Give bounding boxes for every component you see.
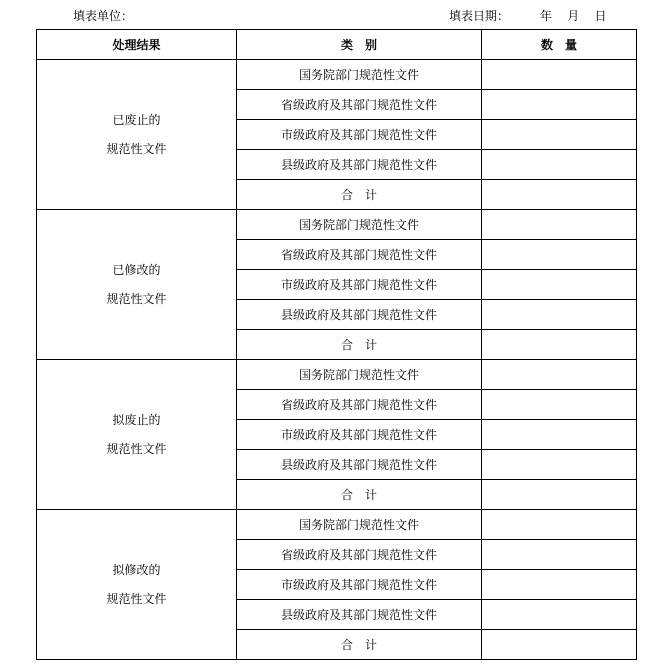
quantity-cell[interactable] (482, 90, 637, 120)
result-group-line2: 规范性文件 (106, 291, 167, 306)
column-header-category: 类 别 (237, 30, 482, 60)
quantity-cell[interactable] (482, 390, 637, 420)
result-group-cell (37, 360, 237, 510)
result-group-line1: 已废止的 (112, 112, 161, 127)
fill-date-ymd: 年 月 日 (540, 9, 607, 23)
quantity-cell[interactable] (482, 510, 637, 540)
quantity-cell[interactable] (482, 120, 637, 150)
fill-unit-label: 填表单位： (73, 9, 134, 23)
quantity-cell[interactable] (482, 180, 637, 210)
quantity-cell[interactable] (482, 210, 637, 240)
table-row (37, 210, 637, 240)
category-total-cell: 合 计 (237, 480, 482, 510)
category-cell: 省级政府及其部门规范性文件 (237, 90, 482, 120)
table-row (37, 360, 637, 390)
table-header-row (37, 30, 637, 60)
quantity-cell[interactable] (482, 240, 637, 270)
result-group-line1: 已修改的 (112, 262, 161, 277)
quantity-cell[interactable] (482, 450, 637, 480)
category-total-cell: 合 计 (237, 330, 482, 360)
category-cell: 市级政府及其部门规范性文件 (237, 270, 482, 300)
result-group-line1: 拟修改的 (112, 562, 161, 577)
category-total-cell: 合 计 (237, 630, 482, 660)
category-cell: 国务院部门规范性文件 (237, 360, 482, 390)
quantity-cell[interactable] (482, 270, 637, 300)
quantity-cell[interactable] (482, 540, 637, 570)
category-cell: 县级政府及其部门规范性文件 (237, 450, 482, 480)
column-header-result: 处理结果 (37, 30, 237, 60)
table-row (37, 60, 637, 90)
result-group-line2: 规范性文件 (106, 441, 167, 456)
quantity-cell[interactable] (482, 330, 637, 360)
category-cell: 市级政府及其部门规范性文件 (237, 570, 482, 600)
category-cell: 市级政府及其部门规范性文件 (237, 420, 482, 450)
category-cell: 县级政府及其部门规范性文件 (237, 150, 482, 180)
category-total-cell: 合 计 (237, 180, 482, 210)
result-group-line1: 拟废止的 (112, 412, 161, 427)
category-cell: 县级政府及其部门规范性文件 (237, 300, 482, 330)
quantity-cell[interactable] (482, 630, 637, 660)
result-group-cell (37, 510, 237, 660)
category-cell: 国务院部门规范性文件 (237, 60, 482, 90)
table-body (37, 60, 637, 660)
quantity-cell[interactable] (482, 420, 637, 450)
statistics-table (36, 29, 637, 660)
quantity-cell[interactable] (482, 150, 637, 180)
category-cell: 县级政府及其部门规范性文件 (237, 600, 482, 630)
result-group-line2: 规范性文件 (106, 591, 167, 606)
column-header-quantity: 数 量 (482, 30, 637, 60)
category-cell: 国务院部门规范性文件 (237, 210, 482, 240)
category-cell: 市级政府及其部门规范性文件 (237, 120, 482, 150)
quantity-cell[interactable] (482, 600, 637, 630)
quantity-cell[interactable] (482, 60, 637, 90)
quantity-cell[interactable] (482, 300, 637, 330)
fill-date-label: 填表日期： (449, 9, 510, 23)
quantity-cell[interactable] (482, 570, 637, 600)
quantity-cell[interactable] (482, 360, 637, 390)
category-cell: 省级政府及其部门规范性文件 (237, 390, 482, 420)
result-group-cell (37, 210, 237, 360)
category-cell: 省级政府及其部门规范性文件 (237, 240, 482, 270)
table-row (37, 510, 637, 540)
category-cell: 国务院部门规范性文件 (237, 510, 482, 540)
category-cell: 省级政府及其部门规范性文件 (237, 540, 482, 570)
result-group-line2: 规范性文件 (106, 141, 167, 156)
result-group-cell (37, 60, 237, 210)
quantity-cell[interactable] (482, 480, 637, 510)
